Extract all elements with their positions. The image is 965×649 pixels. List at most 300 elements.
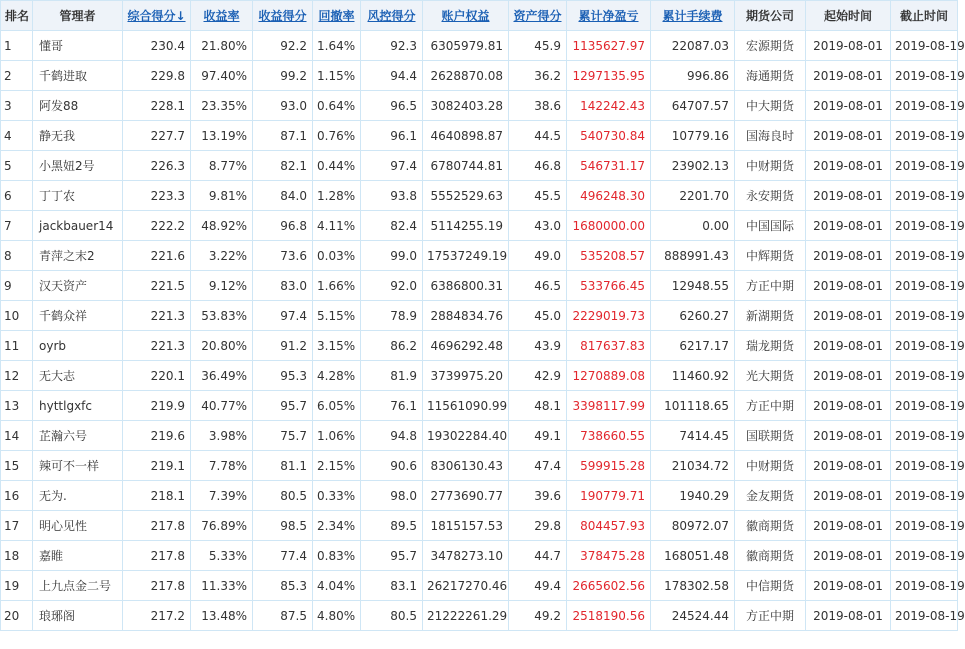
cell-manager: hyttlgxfc bbox=[33, 391, 123, 421]
cell-asset-score: 44.7 bbox=[509, 541, 567, 571]
cell-end: 2019-08-19 bbox=[891, 511, 958, 541]
column-header-return-rate[interactable] bbox=[191, 1, 253, 31]
cell-start: 2019-08-01 bbox=[806, 31, 891, 61]
cell-risk-score: 97.4 bbox=[361, 151, 423, 181]
cell-risk-score: 94.8 bbox=[361, 421, 423, 451]
cell-asset-score: 49.2 bbox=[509, 601, 567, 631]
sort-link-fees[interactable]: 累计手续费 bbox=[662, 9, 723, 23]
column-header-fees[interactable] bbox=[651, 1, 735, 31]
cell-risk-score: 92.0 bbox=[361, 271, 423, 301]
cell-return-rate: 36.49% bbox=[191, 361, 253, 391]
cell-return-rate: 76.89% bbox=[191, 511, 253, 541]
cell-asset-score: 45.5 bbox=[509, 181, 567, 211]
cell-manager: 上九点金二号 bbox=[33, 571, 123, 601]
cell-drawdown: 1.66% bbox=[313, 271, 361, 301]
cell-return-score: 83.0 bbox=[253, 271, 313, 301]
cell-drawdown: 4.80% bbox=[313, 601, 361, 631]
table-row bbox=[1, 541, 958, 571]
cell-company: 徽商期货 bbox=[735, 511, 806, 541]
cell-end: 2019-08-19 bbox=[891, 481, 958, 511]
cell-equity: 11561090.99 bbox=[423, 391, 509, 421]
cell-end: 2019-08-19 bbox=[891, 451, 958, 481]
cell-risk-score: 92.3 bbox=[361, 31, 423, 61]
cell-asset-score: 36.2 bbox=[509, 61, 567, 91]
table-row bbox=[1, 601, 958, 631]
cell-company: 宏源期货 bbox=[735, 31, 806, 61]
cell-company: 永安期货 bbox=[735, 181, 806, 211]
cell-risk-score: 96.5 bbox=[361, 91, 423, 121]
cell-fees: 10779.16 bbox=[651, 121, 735, 151]
cell-score: 219.9 bbox=[123, 391, 191, 421]
cell-fees: 23902.13 bbox=[651, 151, 735, 181]
cell-company: 中信期货 bbox=[735, 571, 806, 601]
cell-score: 230.4 bbox=[123, 31, 191, 61]
cell-return-score: 97.4 bbox=[253, 301, 313, 331]
cell-return-score: 87.5 bbox=[253, 601, 313, 631]
cell-score: 221.6 bbox=[123, 241, 191, 271]
cell-return-score: 84.0 bbox=[253, 181, 313, 211]
column-header-start: 起始时间 bbox=[806, 1, 891, 31]
table-row bbox=[1, 331, 958, 361]
column-header-equity[interactable] bbox=[423, 1, 509, 31]
cell-net-pnl: 533766.45 bbox=[567, 271, 651, 301]
cell-return-rate: 11.33% bbox=[191, 571, 253, 601]
cell-manager: 千鹤进取 bbox=[33, 61, 123, 91]
cell-asset-score: 45.9 bbox=[509, 31, 567, 61]
cell-start: 2019-08-01 bbox=[806, 601, 891, 631]
cell-start: 2019-08-01 bbox=[806, 151, 891, 181]
cell-net-pnl: 599915.28 bbox=[567, 451, 651, 481]
column-header-asset-score[interactable] bbox=[509, 1, 567, 31]
cell-drawdown: 0.64% bbox=[313, 91, 361, 121]
cell-return-rate: 23.35% bbox=[191, 91, 253, 121]
cell-fees: 6260.27 bbox=[651, 301, 735, 331]
cell-rank: 15 bbox=[1, 451, 33, 481]
cell-rank: 7 bbox=[1, 211, 33, 241]
column-header-rank: 排名 bbox=[1, 1, 33, 31]
column-header-return-score[interactable] bbox=[253, 1, 313, 31]
cell-fees: 22087.03 bbox=[651, 31, 735, 61]
cell-rank: 2 bbox=[1, 61, 33, 91]
cell-end: 2019-08-19 bbox=[891, 301, 958, 331]
cell-end: 2019-08-19 bbox=[891, 61, 958, 91]
cell-start: 2019-08-01 bbox=[806, 91, 891, 121]
cell-equity: 3478273.10 bbox=[423, 541, 509, 571]
cell-start: 2019-08-01 bbox=[806, 421, 891, 451]
cell-net-pnl: 190779.71 bbox=[567, 481, 651, 511]
cell-risk-score: 90.6 bbox=[361, 451, 423, 481]
cell-drawdown: 0.33% bbox=[313, 481, 361, 511]
cell-rank: 13 bbox=[1, 391, 33, 421]
cell-return-score: 87.1 bbox=[253, 121, 313, 151]
cell-drawdown: 5.15% bbox=[313, 301, 361, 331]
table-row bbox=[1, 61, 958, 91]
cell-start: 2019-08-01 bbox=[806, 211, 891, 241]
cell-risk-score: 83.1 bbox=[361, 571, 423, 601]
cell-asset-score: 47.4 bbox=[509, 451, 567, 481]
cell-fees: 888991.43 bbox=[651, 241, 735, 271]
table-row bbox=[1, 181, 958, 211]
cell-risk-score: 86.2 bbox=[361, 331, 423, 361]
column-header-score[interactable] bbox=[123, 1, 191, 31]
table-row bbox=[1, 31, 958, 61]
column-header-company: 期货公司 bbox=[735, 1, 806, 31]
cell-asset-score: 46.5 bbox=[509, 271, 567, 301]
cell-drawdown: 0.03% bbox=[313, 241, 361, 271]
cell-fees: 2201.70 bbox=[651, 181, 735, 211]
cell-return-score: 73.6 bbox=[253, 241, 313, 271]
cell-risk-score: 78.9 bbox=[361, 301, 423, 331]
cell-net-pnl: 535208.57 bbox=[567, 241, 651, 271]
sort-link-drawdown[interactable]: 回撤率 bbox=[318, 9, 355, 23]
cell-end: 2019-08-19 bbox=[891, 571, 958, 601]
cell-net-pnl: 496248.30 bbox=[567, 181, 651, 211]
cell-risk-score: 80.5 bbox=[361, 601, 423, 631]
table-header-row bbox=[1, 1, 958, 31]
cell-start: 2019-08-01 bbox=[806, 451, 891, 481]
cell-manager: 芷瀚六号 bbox=[33, 421, 123, 451]
table-row bbox=[1, 421, 958, 451]
cell-score: 218.1 bbox=[123, 481, 191, 511]
cell-company: 新湖期货 bbox=[735, 301, 806, 331]
cell-asset-score: 49.0 bbox=[509, 241, 567, 271]
cell-fees: 24524.44 bbox=[651, 601, 735, 631]
cell-manager: 无为. bbox=[33, 481, 123, 511]
cell-drawdown: 1.64% bbox=[313, 31, 361, 61]
cell-fees: 80972.07 bbox=[651, 511, 735, 541]
cell-asset-score: 38.6 bbox=[509, 91, 567, 121]
cell-risk-score: 93.8 bbox=[361, 181, 423, 211]
table-row bbox=[1, 451, 958, 481]
cell-end: 2019-08-19 bbox=[891, 361, 958, 391]
cell-drawdown: 2.15% bbox=[313, 451, 361, 481]
cell-rank: 9 bbox=[1, 271, 33, 301]
cell-company: 瑞龙期货 bbox=[735, 331, 806, 361]
cell-manager: 丁丁农 bbox=[33, 181, 123, 211]
table-row bbox=[1, 571, 958, 601]
cell-manager: 无大志 bbox=[33, 361, 123, 391]
cell-return-score: 85.3 bbox=[253, 571, 313, 601]
cell-rank: 3 bbox=[1, 91, 33, 121]
cell-asset-score: 48.1 bbox=[509, 391, 567, 421]
cell-score: 219.6 bbox=[123, 421, 191, 451]
cell-company: 方正中期 bbox=[735, 601, 806, 631]
cell-rank: 20 bbox=[1, 601, 33, 631]
cell-asset-score: 44.5 bbox=[509, 121, 567, 151]
cell-fees: 996.86 bbox=[651, 61, 735, 91]
cell-equity: 3082403.28 bbox=[423, 91, 509, 121]
cell-company: 国海良时 bbox=[735, 121, 806, 151]
table-row bbox=[1, 361, 958, 391]
cell-rank: 1 bbox=[1, 31, 33, 61]
cell-return-rate: 48.92% bbox=[191, 211, 253, 241]
cell-end: 2019-08-19 bbox=[891, 271, 958, 301]
cell-equity: 26217270.46 bbox=[423, 571, 509, 601]
cell-equity: 2628870.08 bbox=[423, 61, 509, 91]
cell-score: 221.5 bbox=[123, 271, 191, 301]
cell-company: 海通期货 bbox=[735, 61, 806, 91]
cell-net-pnl: 1680000.00 bbox=[567, 211, 651, 241]
cell-return-rate: 13.19% bbox=[191, 121, 253, 151]
column-header-net-pnl[interactable] bbox=[567, 1, 651, 31]
column-header-end: 截止时间 bbox=[891, 1, 958, 31]
table-row bbox=[1, 241, 958, 271]
cell-start: 2019-08-01 bbox=[806, 301, 891, 331]
cell-manager: jackbauer14 bbox=[33, 211, 123, 241]
cell-equity: 21222261.29 bbox=[423, 601, 509, 631]
cell-end: 2019-08-19 bbox=[891, 181, 958, 211]
cell-rank: 8 bbox=[1, 241, 33, 271]
cell-rank: 5 bbox=[1, 151, 33, 181]
cell-fees: 101118.65 bbox=[651, 391, 735, 421]
cell-return-rate: 3.22% bbox=[191, 241, 253, 271]
cell-rank: 14 bbox=[1, 421, 33, 451]
cell-equity: 6386800.31 bbox=[423, 271, 509, 301]
cell-risk-score: 95.7 bbox=[361, 541, 423, 571]
cell-start: 2019-08-01 bbox=[806, 271, 891, 301]
cell-return-score: 98.5 bbox=[253, 511, 313, 541]
cell-return-score: 96.8 bbox=[253, 211, 313, 241]
cell-company: 中辉期货 bbox=[735, 241, 806, 271]
cell-rank: 18 bbox=[1, 541, 33, 571]
sort-link-return-score[interactable]: 收益得分 bbox=[258, 9, 307, 23]
cell-end: 2019-08-19 bbox=[891, 121, 958, 151]
cell-rank: 6 bbox=[1, 181, 33, 211]
column-header-manager: 管理者 bbox=[33, 1, 123, 31]
cell-return-rate: 3.98% bbox=[191, 421, 253, 451]
cell-start: 2019-08-01 bbox=[806, 511, 891, 541]
cell-start: 2019-08-01 bbox=[806, 331, 891, 361]
cell-manager: 小黑妞2号 bbox=[33, 151, 123, 181]
cell-return-score: 91.2 bbox=[253, 331, 313, 361]
cell-start: 2019-08-01 bbox=[806, 541, 891, 571]
cell-score: 220.1 bbox=[123, 361, 191, 391]
cell-return-rate: 13.48% bbox=[191, 601, 253, 631]
cell-return-rate: 20.80% bbox=[191, 331, 253, 361]
cell-return-rate: 53.83% bbox=[191, 301, 253, 331]
cell-net-pnl: 378475.28 bbox=[567, 541, 651, 571]
cell-risk-score: 94.4 bbox=[361, 61, 423, 91]
cell-equity: 19302284.40 bbox=[423, 421, 509, 451]
cell-manager: oyrb bbox=[33, 331, 123, 361]
cell-company: 中国国际 bbox=[735, 211, 806, 241]
cell-return-rate: 8.77% bbox=[191, 151, 253, 181]
cell-fees: 178302.58 bbox=[651, 571, 735, 601]
cell-end: 2019-08-19 bbox=[891, 151, 958, 181]
cell-return-score: 81.1 bbox=[253, 451, 313, 481]
cell-company: 徽商期货 bbox=[735, 541, 806, 571]
cell-manager: 静无我 bbox=[33, 121, 123, 151]
cell-drawdown: 1.15% bbox=[313, 61, 361, 91]
cell-manager: 明心见性 bbox=[33, 511, 123, 541]
cell-end: 2019-08-19 bbox=[891, 31, 958, 61]
cell-company: 方正中期 bbox=[735, 271, 806, 301]
cell-rank: 16 bbox=[1, 481, 33, 511]
cell-drawdown: 1.06% bbox=[313, 421, 361, 451]
cell-fees: 7414.45 bbox=[651, 421, 735, 451]
cell-end: 2019-08-19 bbox=[891, 241, 958, 271]
cell-manager: 千鹤众祥 bbox=[33, 301, 123, 331]
cell-score: 228.1 bbox=[123, 91, 191, 121]
cell-company: 国联期货 bbox=[735, 421, 806, 451]
cell-rank: 19 bbox=[1, 571, 33, 601]
cell-net-pnl: 804457.93 bbox=[567, 511, 651, 541]
cell-equity: 5552529.63 bbox=[423, 181, 509, 211]
cell-company: 方正中期 bbox=[735, 391, 806, 421]
cell-end: 2019-08-19 bbox=[891, 91, 958, 121]
cell-equity: 8306130.43 bbox=[423, 451, 509, 481]
cell-asset-score: 49.4 bbox=[509, 571, 567, 601]
sort-link-return-rate[interactable]: 收益率 bbox=[203, 9, 240, 23]
cell-fees: 64707.57 bbox=[651, 91, 735, 121]
cell-start: 2019-08-01 bbox=[806, 61, 891, 91]
cell-start: 2019-08-01 bbox=[806, 391, 891, 421]
cell-return-score: 99.2 bbox=[253, 61, 313, 91]
cell-asset-score: 46.8 bbox=[509, 151, 567, 181]
cell-start: 2019-08-01 bbox=[806, 481, 891, 511]
cell-equity: 4696292.48 bbox=[423, 331, 509, 361]
cell-net-pnl: 2518190.56 bbox=[567, 601, 651, 631]
cell-net-pnl: 2665602.56 bbox=[567, 571, 651, 601]
cell-manager: 阿发88 bbox=[33, 91, 123, 121]
cell-return-rate: 5.33% bbox=[191, 541, 253, 571]
cell-equity: 1815157.53 bbox=[423, 511, 509, 541]
cell-return-rate: 9.81% bbox=[191, 181, 253, 211]
cell-asset-score: 43.0 bbox=[509, 211, 567, 241]
cell-rank: 4 bbox=[1, 121, 33, 151]
column-header-risk-score[interactable] bbox=[361, 1, 423, 31]
table-row bbox=[1, 481, 958, 511]
table-row bbox=[1, 211, 958, 241]
cell-drawdown: 1.28% bbox=[313, 181, 361, 211]
table-row bbox=[1, 271, 958, 301]
cell-net-pnl: 540730.84 bbox=[567, 121, 651, 151]
cell-score: 217.2 bbox=[123, 601, 191, 631]
cell-risk-score: 76.1 bbox=[361, 391, 423, 421]
cell-equity: 4640898.87 bbox=[423, 121, 509, 151]
column-header-drawdown[interactable] bbox=[313, 1, 361, 31]
cell-asset-score: 49.1 bbox=[509, 421, 567, 451]
cell-manager: 青萍之末2 bbox=[33, 241, 123, 271]
cell-end: 2019-08-19 bbox=[891, 601, 958, 631]
sort-link-risk-score[interactable]: 风控得分 bbox=[367, 9, 416, 23]
cell-return-score: 95.3 bbox=[253, 361, 313, 391]
cell-net-pnl: 546731.17 bbox=[567, 151, 651, 181]
cell-drawdown: 0.83% bbox=[313, 541, 361, 571]
cell-score: 217.8 bbox=[123, 571, 191, 601]
cell-company: 中财期货 bbox=[735, 151, 806, 181]
cell-rank: 17 bbox=[1, 511, 33, 541]
cell-fees: 21034.72 bbox=[651, 451, 735, 481]
cell-asset-score: 29.8 bbox=[509, 511, 567, 541]
sort-link-asset-score[interactable]: 资产得分 bbox=[513, 9, 562, 23]
cell-score: 219.1 bbox=[123, 451, 191, 481]
cell-net-pnl: 2229019.73 bbox=[567, 301, 651, 331]
table-row bbox=[1, 391, 958, 421]
cell-score: 223.3 bbox=[123, 181, 191, 211]
table-row bbox=[1, 151, 958, 181]
cell-score: 226.3 bbox=[123, 151, 191, 181]
cell-start: 2019-08-01 bbox=[806, 571, 891, 601]
cell-equity: 17537249.19 bbox=[423, 241, 509, 271]
cell-company: 中财期货 bbox=[735, 451, 806, 481]
cell-return-score: 75.7 bbox=[253, 421, 313, 451]
cell-net-pnl: 1270889.08 bbox=[567, 361, 651, 391]
cell-risk-score: 98.0 bbox=[361, 481, 423, 511]
cell-drawdown: 6.05% bbox=[313, 391, 361, 421]
cell-score: 229.8 bbox=[123, 61, 191, 91]
cell-risk-score: 89.5 bbox=[361, 511, 423, 541]
cell-drawdown: 4.28% bbox=[313, 361, 361, 391]
table-body bbox=[1, 31, 965, 631]
cell-fees: 12948.55 bbox=[651, 271, 735, 301]
cell-return-rate: 40.77% bbox=[191, 391, 253, 421]
cell-drawdown: 0.44% bbox=[313, 151, 361, 181]
cell-start: 2019-08-01 bbox=[806, 121, 891, 151]
cell-start: 2019-08-01 bbox=[806, 241, 891, 271]
cell-company: 光大期货 bbox=[735, 361, 806, 391]
cell-net-pnl: 1297135.95 bbox=[567, 61, 651, 91]
cell-rank: 12 bbox=[1, 361, 33, 391]
cell-score: 221.3 bbox=[123, 331, 191, 361]
cell-equity: 3739975.20 bbox=[423, 361, 509, 391]
cell-manager: 汉天资产 bbox=[33, 271, 123, 301]
cell-end: 2019-08-19 bbox=[891, 541, 958, 571]
cell-start: 2019-08-01 bbox=[806, 181, 891, 211]
cell-return-score: 95.7 bbox=[253, 391, 313, 421]
table-row bbox=[1, 121, 958, 151]
cell-score: 217.8 bbox=[123, 541, 191, 571]
cell-return-rate: 7.39% bbox=[191, 481, 253, 511]
cell-drawdown: 3.15% bbox=[313, 331, 361, 361]
cell-end: 2019-08-19 bbox=[891, 211, 958, 241]
sort-link-equity[interactable]: 账户权益 bbox=[441, 9, 490, 23]
cell-fees: 11460.92 bbox=[651, 361, 735, 391]
cell-end: 2019-08-19 bbox=[891, 331, 958, 361]
sort-link-score[interactable]: 综合得分↓ bbox=[127, 9, 186, 23]
cell-equity: 2773690.77 bbox=[423, 481, 509, 511]
cell-risk-score: 99.0 bbox=[361, 241, 423, 271]
cell-equity: 6780744.81 bbox=[423, 151, 509, 181]
cell-end: 2019-08-19 bbox=[891, 391, 958, 421]
cell-company: 金友期货 bbox=[735, 481, 806, 511]
cell-equity: 2884834.76 bbox=[423, 301, 509, 331]
cell-net-pnl: 3398117.99 bbox=[567, 391, 651, 421]
sort-link-net-pnl[interactable]: 累计净盈亏 bbox=[578, 9, 639, 23]
cell-company: 中大期货 bbox=[735, 91, 806, 121]
cell-manager: 辣可不一样 bbox=[33, 451, 123, 481]
cell-manager: 懂哥 bbox=[33, 31, 123, 61]
cell-asset-score: 45.0 bbox=[509, 301, 567, 331]
cell-score: 221.3 bbox=[123, 301, 191, 331]
cell-net-pnl: 738660.55 bbox=[567, 421, 651, 451]
cell-manager: 嘉睢 bbox=[33, 541, 123, 571]
cell-return-rate: 7.78% bbox=[191, 451, 253, 481]
cell-net-pnl: 1135627.97 bbox=[567, 31, 651, 61]
table-row bbox=[1, 91, 958, 121]
cell-risk-score: 81.9 bbox=[361, 361, 423, 391]
cell-rank: 10 bbox=[1, 301, 33, 331]
cell-manager: 琅琊阁 bbox=[33, 601, 123, 631]
cell-drawdown: 4.11% bbox=[313, 211, 361, 241]
cell-return-score: 77.4 bbox=[253, 541, 313, 571]
cell-return-rate: 9.12% bbox=[191, 271, 253, 301]
cell-fees: 168051.48 bbox=[651, 541, 735, 571]
cell-return-rate: 21.80% bbox=[191, 31, 253, 61]
cell-return-score: 93.0 bbox=[253, 91, 313, 121]
cell-fees: 6217.17 bbox=[651, 331, 735, 361]
cell-equity: 5114255.19 bbox=[423, 211, 509, 241]
